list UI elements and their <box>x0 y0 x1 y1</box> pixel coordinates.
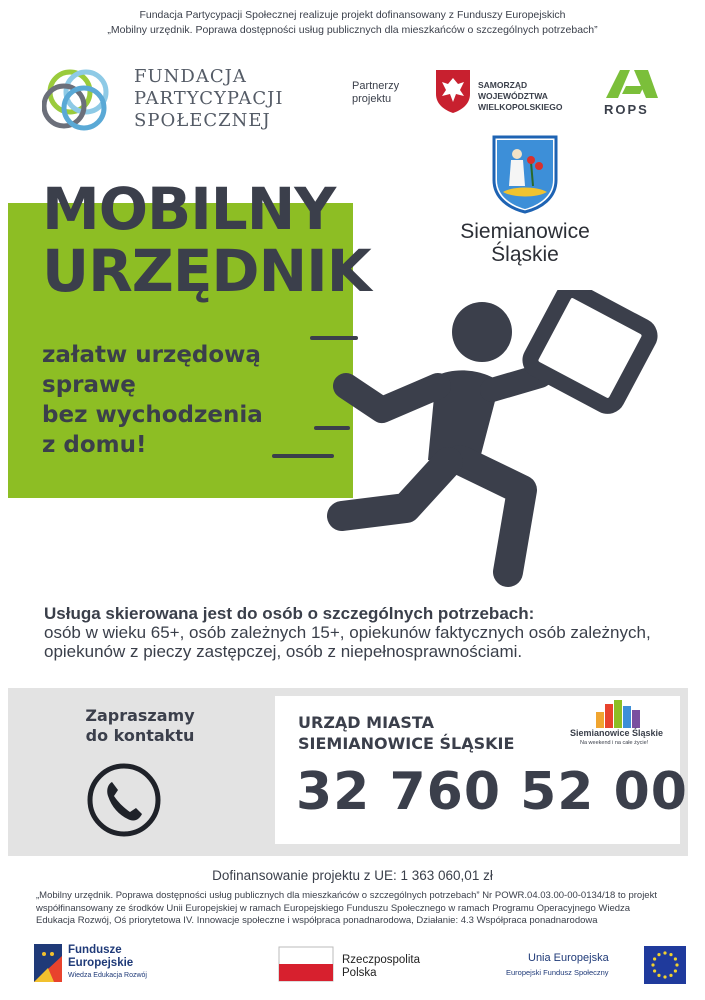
phone-icon <box>84 760 164 840</box>
service-heading: Usługa skierowana jest do osób o szczególnych potrzebach: <box>44 604 535 623</box>
fe-name: Fundusze Europejskie <box>68 944 134 969</box>
fe-subtitle: Wiedza Edukacja Rozwój <box>68 972 147 979</box>
running-official-illustration <box>260 290 680 610</box>
fundacja-rings-icon <box>42 62 132 142</box>
rzeczpospolita-name: Rzeczpospolita Polska <box>342 954 420 979</box>
project-note-line-2: „Mobilny urzędnik. Poprawa dostępności usług publicznych dla mieszkańców o szczególnych potrzebach” <box>107 24 598 36</box>
hero-title-line-1: MOBILNY <box>42 175 336 243</box>
city-skyline-icon <box>566 698 676 728</box>
fundusze-europejskie-logo <box>32 942 192 988</box>
city-brand-slogan: Na weekend i na całe życie! <box>580 740 649 746</box>
fundacja-logo <box>42 62 302 142</box>
city-brand-logo <box>566 698 676 758</box>
office-name: URZĄD MIASTA SIEMIANOWICE ŚLĄSKIE <box>298 713 515 753</box>
rzeczpospolita-logo <box>278 946 448 986</box>
phone-number[interactable]: 32 760 52 00 <box>296 762 688 822</box>
service-description: Usługa skierowana jest do osób o szczególnych potrzebach: osób w wieku 65+, osób zależnych 15+, opiekunów faktycznych osób zależnych, opiekunów z pieczy zastępczej, osób z niepełnosprawnościami. <box>44 604 684 661</box>
city-name: Siemianowice Śląskie <box>460 220 590 266</box>
ue-name: Unia Europejska <box>528 952 609 964</box>
running-figure-icon <box>260 290 680 610</box>
fe-flag-icon <box>32 942 64 984</box>
polish-flag-icon <box>278 946 334 982</box>
eu-flag-icon <box>644 946 686 984</box>
unia-europejska-logo <box>498 946 688 986</box>
hero-title-line-2: URZĘDNIK <box>42 237 371 305</box>
hero-title <box>42 175 371 305</box>
funding-amount: Dofinansowanie projektu z UE: 1 363 060,01 zł <box>212 868 493 883</box>
samorzad-logo <box>434 68 584 116</box>
eagle-shield-icon <box>434 68 472 114</box>
rops-mark-icon <box>600 66 662 102</box>
contact-invite: Zapraszamy do kontaktu <box>85 706 195 745</box>
rops-logo <box>600 66 662 120</box>
fundacja-name: FUNDACJA PARTYCYPACJI SPOŁECZNEJ <box>134 66 284 131</box>
project-note <box>0 8 705 38</box>
city-crest <box>491 134 559 214</box>
project-note-line-1: Fundacja Partycypacji Społecznej realizuje projekt dofinansowany z Funduszy Europejskich <box>139 9 566 21</box>
coat-of-arms-icon <box>491 134 559 214</box>
project-fineprint: „Mobilny urzędnik. Poprawa dostępności usług publicznych dla mieszkańców o szczególnych potrzebach” Nr POWR.04.03.00-00-0134/18 to projekt współfinansowany ze środków Unii Europejskiej w ramach Europejskiego Funduszu Społecznego w ramach Programu Operacyjnego Wiedza Edukacja Rozwój, Oś priorytetowa IV. Innowacje społeczne i współpraca ponadnarodowa, Działanie: 4.3 Współpraca ponadnarodowa <box>36 890 657 926</box>
ue-subtitle: Europejski Fundusz Społeczny <box>506 968 609 977</box>
hero-subtitle: załatw urzędową sprawę bez wychodzenia z domu! <box>42 342 263 458</box>
rops-label: ROPS <box>604 102 649 117</box>
partners-label: Partnerzy projektu <box>352 80 400 105</box>
samorzad-name: SAMORZĄD WOJEWÓDZTWA WIELKOPOLSKIEGO <box>478 80 563 112</box>
city-brand-name: Siemianowice Śląskie <box>570 728 664 738</box>
